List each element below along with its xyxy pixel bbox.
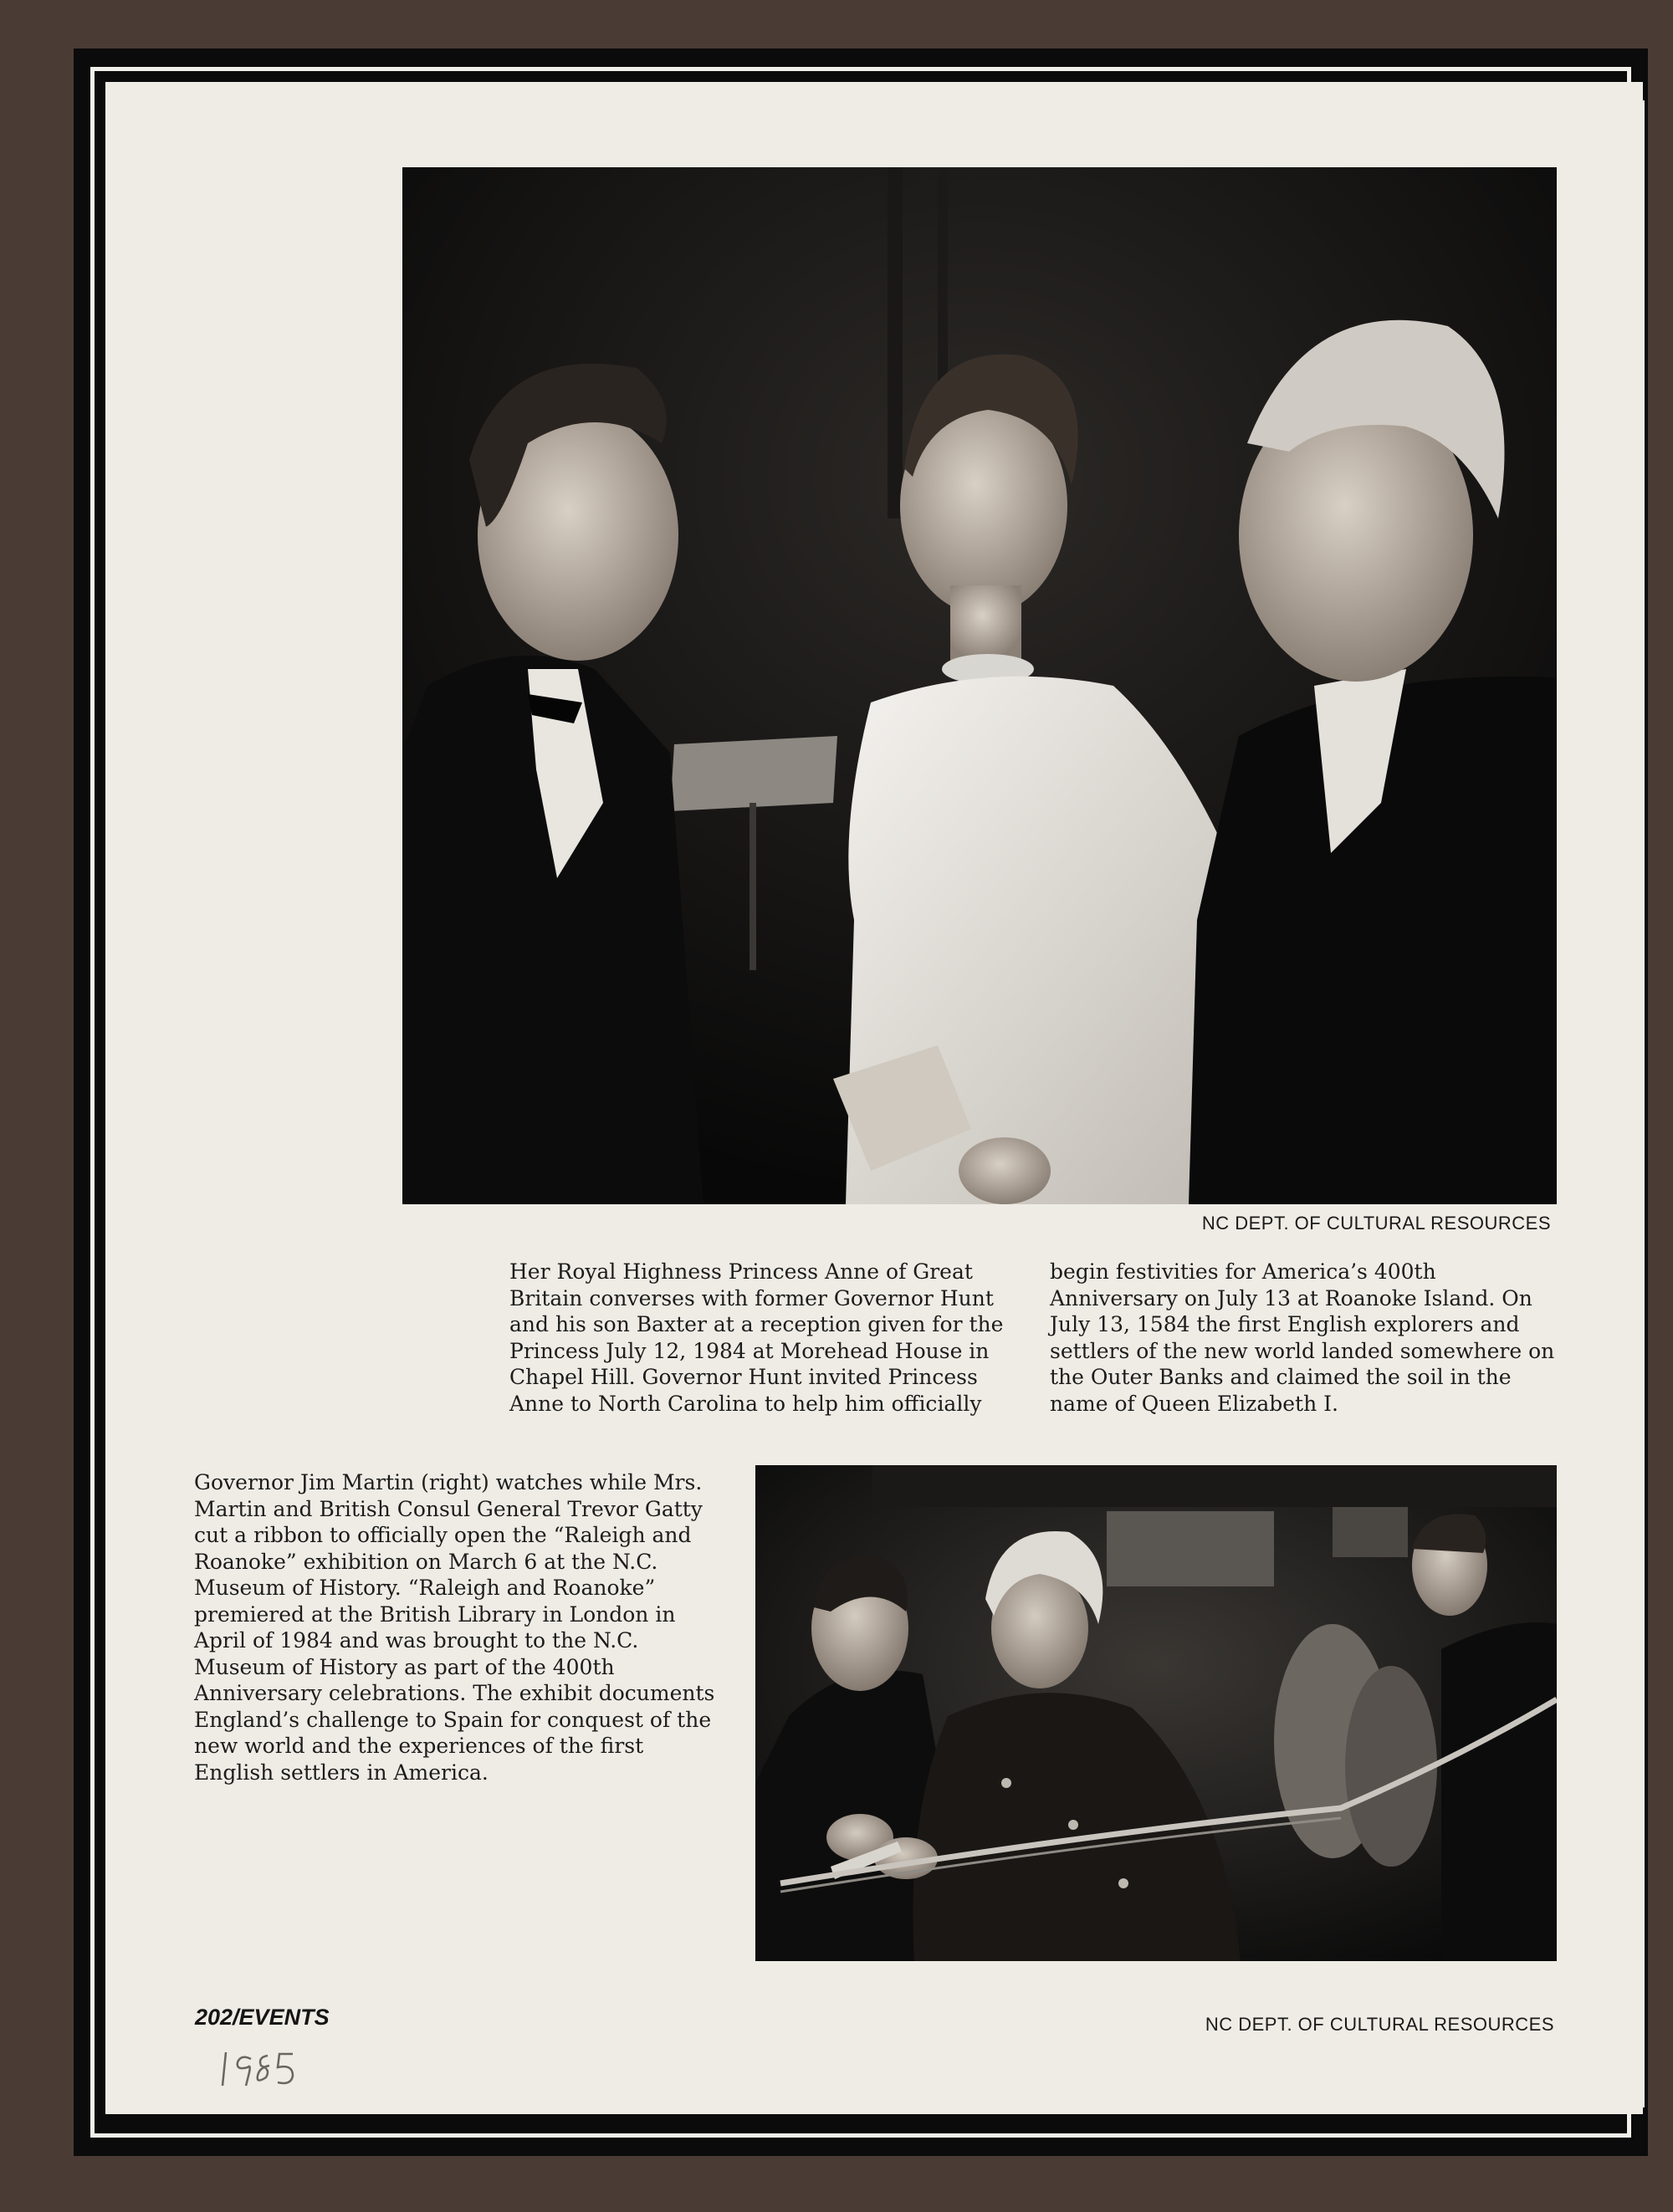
photo-ribbon-cutting <box>755 1465 1557 1961</box>
page-edge <box>1631 100 1645 2107</box>
photo-princess-anne-reception <box>402 167 1557 1204</box>
caption-ribbon-cutting: Governor Jim Martin (right) watches while Mrs. Martin and British Consul General Trevor Gatty cut a ribbon to officially open the “Raleigh and Roanoke” exhibition on March 6 at the N.C. Museum of History. “Raleigh and Roanoke” premiered at the British Library in London in April of 1984 and was brought to the N.C. Museum of History as part of the 400th Anniversary celebrations. The exhibit documents England’s challenge to Spain for conquest of the new world and the experiences of the first English settlers in America. <box>194 1470 715 1785</box>
caption-princess-anne-col1: Her Royal Highness Princess Anne of Great Britain converses with former Governor Hunt and his son Baxter at a reception given for the Princess July 12, 1984 at Morehead House in Chapel Hill. Governor Hunt invited Princess Anne to North Carolina to help him officially <box>509 1259 1004 1416</box>
handwritten-year <box>219 2047 303 2091</box>
photo-credit: NC DEPT. OF CULTURAL RESOURCES <box>1205 2014 1554 2035</box>
photo-credit: NC DEPT. OF CULTURAL RESOURCES <box>1201 1213 1551 1234</box>
page-number-section: 202/EVENTS <box>195 2005 330 2030</box>
caption-princess-anne-col2: begin festivities for America’s 400th Anniversary on July 13 at Roanoke Island. On July 13, 1584 the first English explorers and settlers of the new world landed somewhere on the Outer Banks and claimed the soil in the name of Queen Elizabeth I. <box>1050 1259 1555 1416</box>
